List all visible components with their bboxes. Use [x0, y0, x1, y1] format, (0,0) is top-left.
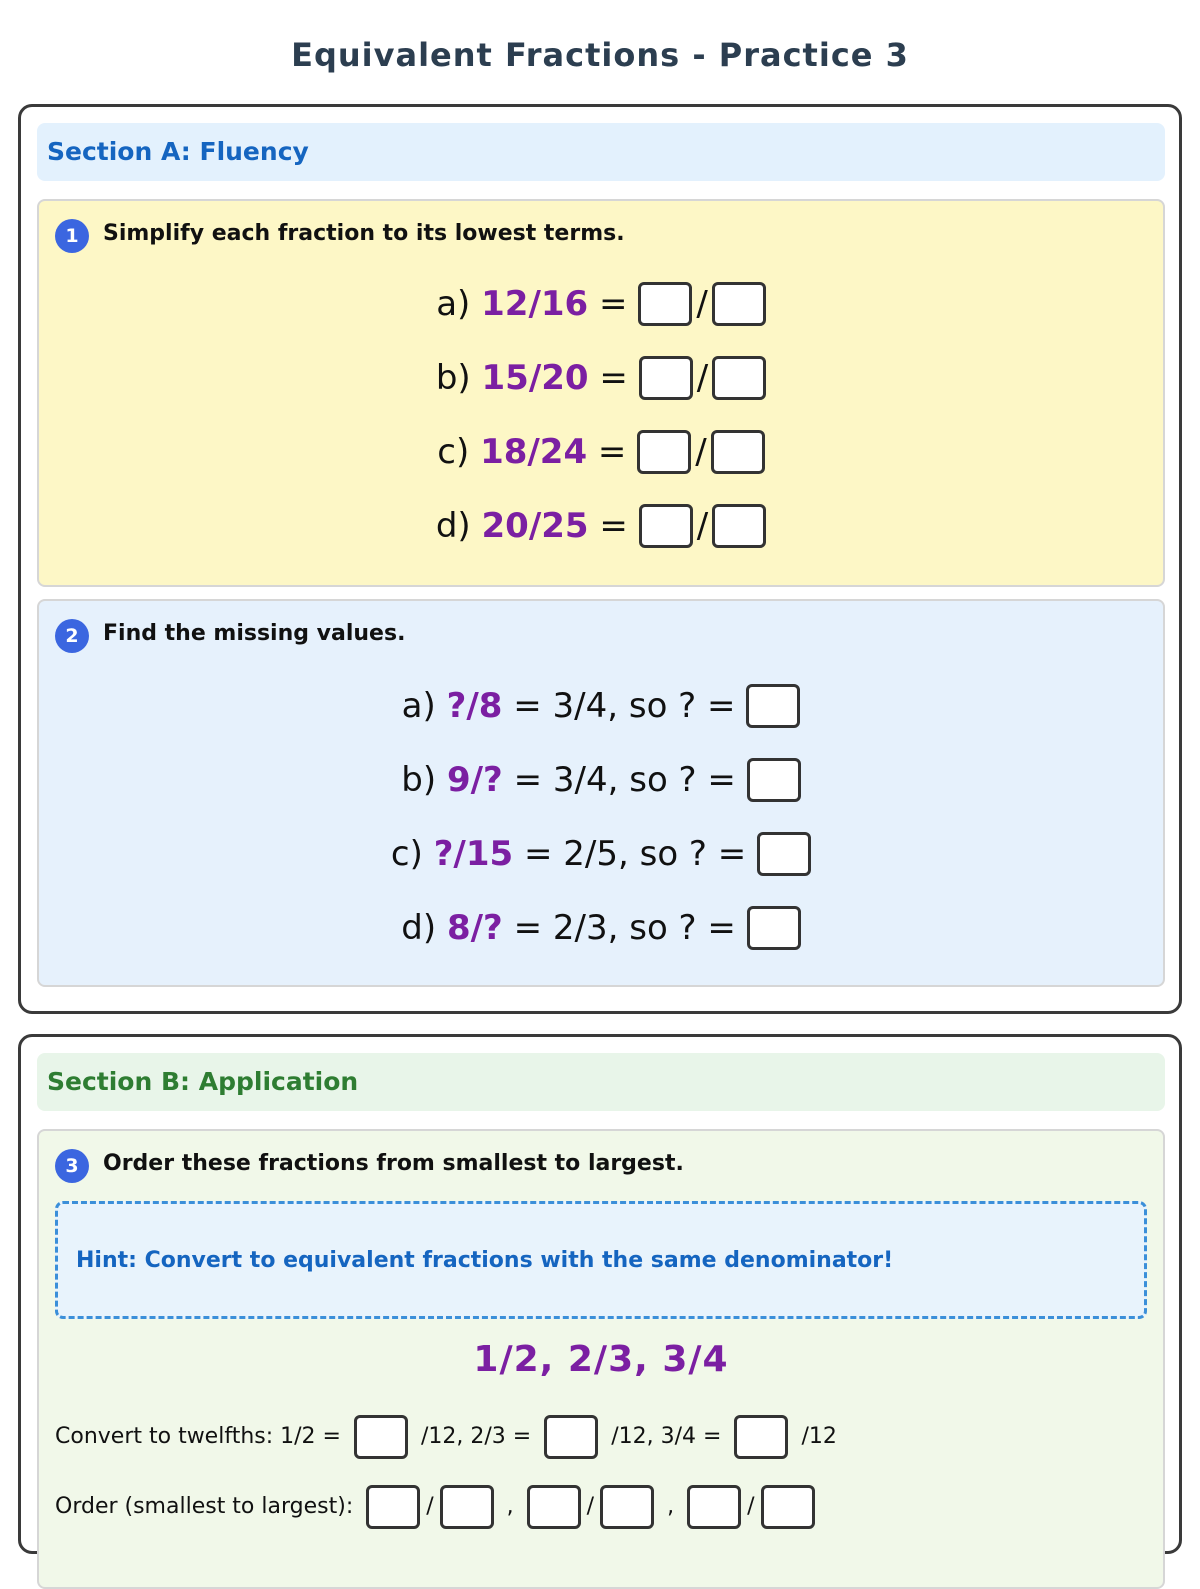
equals-sign: =: [597, 431, 627, 472]
numerator-answer-box[interactable]: [639, 356, 693, 400]
separator: ,: [506, 1494, 514, 1519]
denominator-answer-box[interactable]: [712, 504, 766, 548]
separator: ,: [667, 1494, 675, 1519]
question-prompt: Find the missing values.: [103, 621, 406, 646]
item-equation: = 2/3, so ? =: [513, 907, 736, 948]
section-a-heading: Section A: Fluency: [37, 123, 1165, 181]
question-number-badge: 3: [55, 1149, 89, 1183]
fraction-slash: /: [695, 431, 707, 472]
missing-value-answer-box[interactable]: [747, 906, 801, 950]
equals-sign: =: [599, 505, 628, 546]
q1-item-b: [39, 351, 1163, 401]
item-fraction: ?/8: [446, 685, 503, 726]
order-label: Order (smallest to largest):: [55, 1494, 354, 1519]
equals-sign: =: [599, 283, 628, 324]
question-number-badge: 2: [55, 619, 89, 653]
item-fraction: 20/25: [481, 505, 589, 546]
item-fraction: 8/?: [446, 907, 503, 948]
order-denominator-box-3[interactable]: [761, 1485, 815, 1529]
question-2: [37, 599, 1165, 987]
section-b-heading: Section B: Application: [37, 1053, 1165, 1111]
q2-item-a: [39, 679, 1163, 729]
hint-text: Hint: Convert to equivalent fractions with the same denominator!: [76, 1248, 894, 1273]
convert-text: /12, 2/3 =: [420, 1424, 532, 1449]
item-label: a): [401, 685, 436, 726]
item-equation: = 3/4, so ? =: [513, 759, 736, 800]
section-b-card: [18, 1034, 1182, 1554]
fraction-slash: /: [586, 1494, 595, 1519]
twelfths-answer-box-2[interactable]: [544, 1415, 598, 1459]
item-label: b): [435, 357, 471, 398]
q1-item-c: [39, 425, 1163, 475]
fraction-slash: /: [696, 505, 709, 546]
denominator-answer-box[interactable]: [712, 282, 766, 326]
equals-sign: =: [599, 357, 628, 398]
order-denominator-box-2[interactable]: [600, 1485, 654, 1529]
question-3: [37, 1129, 1165, 1589]
fraction-slash: /: [426, 1494, 434, 1519]
item-fraction: 12/16: [481, 283, 589, 324]
item-label: d): [401, 907, 437, 948]
order-numerator-box-1[interactable]: [366, 1485, 420, 1529]
convert-text: /12, 3/4 =: [611, 1424, 722, 1449]
q2-item-c: [39, 827, 1163, 877]
fraction-slash: /: [747, 1494, 755, 1519]
convert-label: Convert to twelfths: 1/2 =: [55, 1424, 341, 1449]
item-equation: = 2/5, so ? =: [523, 833, 747, 874]
item-label: c): [437, 431, 470, 472]
order-denominator-box-1[interactable]: [440, 1485, 494, 1529]
order-numerator-box-3[interactable]: [687, 1485, 741, 1529]
q2-item-b: [39, 753, 1163, 803]
item-label: c): [390, 833, 423, 874]
item-label: b): [401, 759, 437, 800]
denominator-answer-box[interactable]: [712, 356, 766, 400]
item-fraction: 18/24: [480, 431, 588, 472]
item-equation: = 3/4, so ? =: [513, 685, 736, 726]
missing-value-answer-box[interactable]: [747, 758, 801, 802]
section-a-card: [18, 104, 1182, 1014]
order-numerator-box-2[interactable]: [527, 1485, 581, 1529]
question-number-badge: 1: [55, 219, 89, 253]
denominator-answer-box[interactable]: [711, 430, 765, 474]
q1-item-d: [39, 499, 1163, 549]
fractions-to-order: 1/2, 2/3, 3/4: [473, 1339, 729, 1380]
item-fraction: ?/15: [433, 833, 514, 874]
twelfths-answer-box-3[interactable]: [734, 1415, 788, 1459]
fraction-slash: /: [696, 357, 709, 398]
item-label: d): [435, 505, 471, 546]
missing-value-answer-box[interactable]: [746, 684, 800, 728]
twelfths-answer-box-1[interactable]: [354, 1415, 408, 1459]
numerator-answer-box[interactable]: [639, 504, 693, 548]
numerator-answer-box[interactable]: [637, 430, 691, 474]
numerator-answer-box[interactable]: [638, 282, 692, 326]
missing-value-answer-box[interactable]: [757, 832, 811, 876]
fraction-slash: /: [696, 283, 708, 324]
question-1: [37, 199, 1165, 587]
hint-box: [55, 1201, 1147, 1319]
item-label: a): [436, 283, 471, 324]
question-prompt: Order these fractions from smallest to largest.: [103, 1151, 684, 1176]
question-prompt: Simplify each fraction to its lowest terms.: [103, 221, 625, 246]
item-fraction: 9/?: [446, 759, 503, 800]
convert-text: /12: [801, 1424, 837, 1449]
convert-row: [55, 1413, 837, 1461]
q1-item-a: [39, 277, 1163, 327]
page-title: Equivalent Fractions - Practice 3: [291, 36, 909, 74]
item-fraction: 15/20: [481, 357, 589, 398]
order-row: [55, 1483, 821, 1531]
q2-item-d: [39, 901, 1163, 951]
